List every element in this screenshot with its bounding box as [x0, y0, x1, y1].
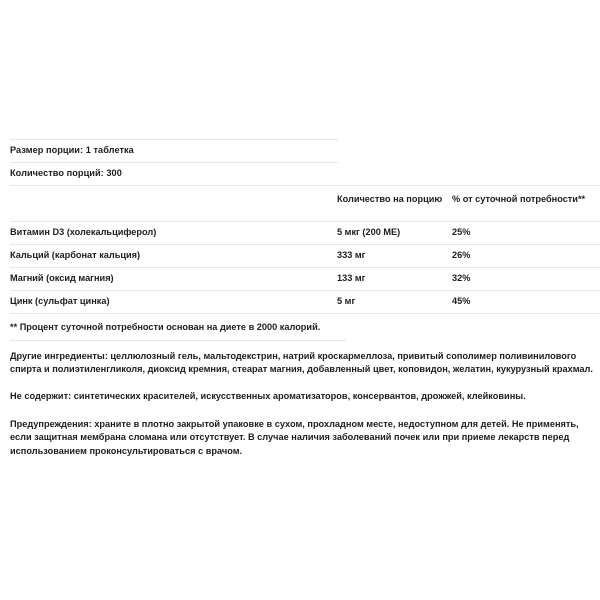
table-row: [0, 221, 600, 244]
divider: [10, 162, 338, 163]
free-from-block: [0, 390, 600, 403]
warnings-block: [0, 418, 600, 458]
spacer: [0, 341, 600, 350]
nutrient-name: Кальций (карбонат кальция): [10, 250, 141, 260]
nutrition-facts-table: [0, 185, 600, 314]
other-ingredients-block: [0, 350, 600, 376]
table-row: [0, 290, 600, 313]
divider: [10, 340, 346, 341]
spacer: [0, 403, 600, 418]
nutrient-daily-value: 45%: [452, 296, 471, 306]
table-row: [0, 244, 600, 267]
table-row: [0, 267, 600, 290]
table-header-row: [0, 185, 600, 221]
divider: [10, 185, 600, 186]
nutrient-amount: 5 мг: [337, 296, 356, 306]
nutrient-daily-value: 32%: [452, 273, 471, 283]
nutrient-daily-value: 26%: [452, 250, 471, 260]
other-ingredients-text: Другие ингредиенты: целлюлозный гель, мальтодекстрин, натрий кроскармеллоза, привитый сополимер поливинилового спирта и полиэтиленгликоля, диоксид кремния, стеарат магния, добавленный цвет, коповидон, желатин, кукурузный крахмал.: [10, 350, 593, 374]
daily-value-footnote: ** Процент суточной потребности основан на диете в 2000 калорий.: [10, 322, 321, 332]
nutrient-amount: 5 мкг (200 МЕ): [337, 227, 401, 237]
warnings-text: Предупреждения: храните в плотно закрытой упаковке в сухом, прохладном месте, недоступном для детей. Не применять, если защитная мембрана сломана или отсутствует. В случае наличия заболеваний почек или при приеме лекарств перед использованием проконсультироваться с врачом.: [10, 419, 579, 456]
nutrient-name: Цинк (сульфат цинка): [10, 296, 110, 306]
free-from-text: Не содержит: синтетических красителей, искусственных ароматизаторов, консервантов, дрожжей, клейковины.: [10, 391, 526, 401]
serving-size-text: Размер порции: 1 таблетка: [10, 145, 134, 155]
column-header-amount-per-serving: Количество на порцию: [337, 194, 443, 204]
nutrient-name: Магний (оксид магния): [10, 273, 114, 283]
spacer: [0, 376, 600, 390]
nutrient-amount: 133 мг: [337, 273, 366, 283]
divider: [10, 139, 338, 140]
serving-size-row: [0, 139, 600, 162]
nutrient-amount: 333 мг: [337, 250, 366, 260]
label-content: [0, 139, 600, 458]
servings-per-container-text: Количество порций: 300: [10, 168, 122, 178]
nutrient-daily-value: 25%: [452, 227, 471, 237]
nutrient-name: Витамин D3 (холекальциферол): [10, 227, 157, 237]
servings-per-container-row: [0, 162, 600, 185]
column-header-daily-value: % от суточной потребности**: [452, 194, 586, 204]
